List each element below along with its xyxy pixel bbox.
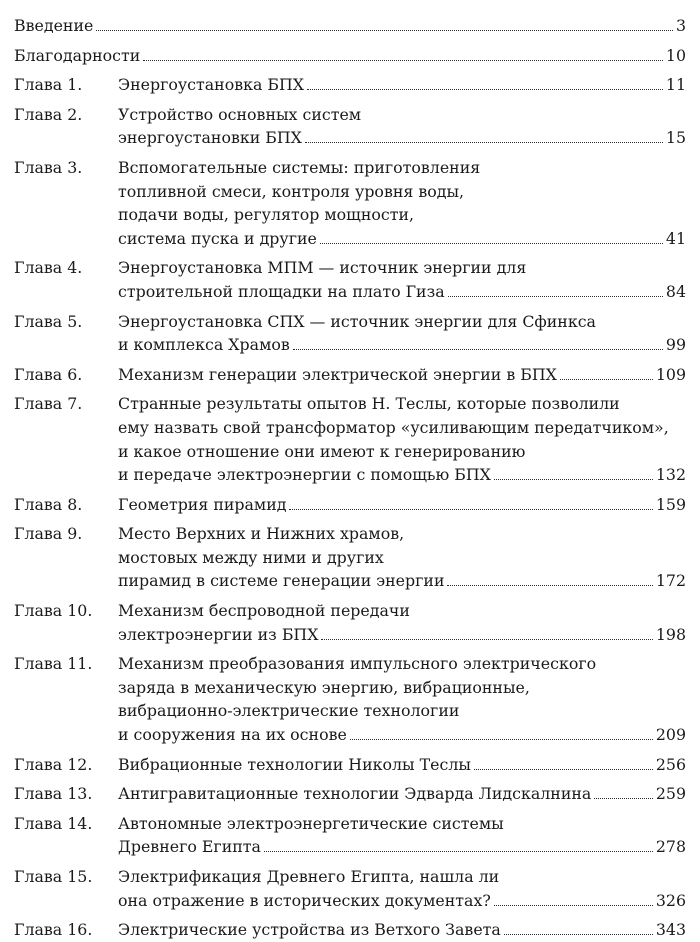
- entry-body: [118, 753, 686, 777]
- chapter-label: Глава 4.: [14, 258, 83, 278]
- entry-body: [118, 493, 686, 517]
- chapter-label: Глава 13.: [14, 784, 93, 804]
- chapter-label: Глава 1.: [14, 75, 83, 95]
- entry-title-line: Механизм преобразования импульсного электрического: [118, 654, 597, 674]
- leader-dots: [264, 851, 653, 852]
- chapter-label: Глава 7.: [14, 394, 83, 414]
- entry-body: [118, 103, 686, 150]
- entry-page: 10: [665, 45, 686, 65]
- entry-body: [118, 865, 686, 912]
- entry-title: Антигравитационные технологии Эдварда Лидскалнина: [118, 784, 592, 804]
- toc-entry-chapter-7[interactable]: [14, 392, 686, 486]
- entry-body: [14, 14, 686, 38]
- entry-page: 159: [655, 494, 686, 514]
- entry-body: [118, 363, 686, 387]
- entry-body: [118, 599, 686, 646]
- leader-dots: [143, 60, 663, 61]
- entry-title-line: Вспомогательные системы: приготовления: [118, 157, 481, 177]
- leader-dots: [448, 296, 663, 297]
- toc-entry-chapter-13[interactable]: [14, 782, 686, 806]
- entry-title-line: Странные результаты опытов Н. Теслы, которые позволили: [118, 394, 620, 414]
- entry-title-line: вибрационно-электрические технологии: [118, 701, 460, 721]
- entry-title: Вибрационные технологии Николы Теслы: [118, 754, 471, 774]
- toc-entry-chapter-4[interactable]: [14, 256, 686, 303]
- chapter-label: Глава 14.: [14, 813, 93, 833]
- entry-title: строительной площадки на плато Гиза: [118, 281, 445, 301]
- entry-title: энергоустановки БПХ: [118, 128, 302, 148]
- entry-body: [118, 812, 686, 859]
- leader-dots: [293, 349, 663, 350]
- entry-title: Геометрия пирамид: [118, 494, 287, 514]
- entry-title-line: топливной смеси, контроля уровня воды,: [118, 181, 465, 201]
- entry-title: она отражение в исторических документах?: [118, 890, 491, 910]
- entry-title: Благодарности: [14, 45, 141, 65]
- toc-entry-acknowledgements[interactable]: [14, 44, 686, 68]
- entry-body: [118, 392, 686, 486]
- toc-entry-chapter-3[interactable]: [14, 156, 686, 250]
- toc-entry-chapter-11[interactable]: [14, 652, 686, 746]
- toc-entry-chapter-1[interactable]: [14, 73, 686, 97]
- entry-title-line: подачи воды, регулятор мощности,: [118, 205, 414, 225]
- leader-dots: [494, 479, 653, 480]
- leader-dots: [350, 739, 653, 740]
- toc-entry-chapter-9[interactable]: [14, 522, 686, 593]
- entry-title-line: Энергоустановка МПМ — источник энергии для: [118, 258, 527, 278]
- entry-title-line: ему назвать свой трансформатор «усиливающим передатчиком»,: [118, 417, 669, 437]
- entry-body: [118, 256, 686, 303]
- leader-dots: [96, 30, 673, 31]
- toc-entry-chapter-15[interactable]: [14, 865, 686, 912]
- entry-title: Электрические устройства из Ветхого Завета: [118, 920, 501, 940]
- entry-title: электроэнергии из БПХ: [118, 624, 319, 644]
- entry-page: 172: [655, 571, 686, 591]
- leader-dots: [307, 89, 663, 90]
- entry-page: 259: [655, 784, 686, 804]
- entry-page: 15: [665, 128, 686, 148]
- chapter-label: Глава 8.: [14, 494, 83, 514]
- entry-title-line: и какое отношение они имеют к генерированию: [118, 441, 526, 461]
- entry-page: 198: [655, 624, 686, 644]
- toc-entry-introduction[interactable]: [14, 14, 686, 38]
- chapter-label: Глава 16.: [14, 920, 93, 940]
- entry-title-line: мостовых между ними и других: [118, 547, 384, 567]
- leader-dots: [560, 379, 653, 380]
- chapter-label: Глава 10.: [14, 601, 93, 621]
- leader-dots: [321, 639, 652, 640]
- entry-page: 109: [655, 364, 686, 384]
- entry-title: Энергоустановка БПХ: [118, 75, 305, 95]
- leader-dots: [594, 798, 653, 799]
- entry-body: [14, 44, 686, 68]
- entry-page: 256: [655, 754, 686, 774]
- entry-body: [118, 782, 686, 806]
- entry-body: [118, 156, 686, 250]
- entry-body: [118, 652, 686, 746]
- entry-page: 209: [655, 725, 686, 745]
- chapter-label: Глава 5.: [14, 311, 83, 331]
- entry-body: [118, 310, 686, 357]
- leader-dots: [320, 243, 663, 244]
- entry-page: 326: [655, 890, 686, 910]
- toc-entry-chapter-14[interactable]: [14, 812, 686, 859]
- entry-title-line: заряда в механическую энергию, вибрационные,: [118, 677, 530, 697]
- entry-title-line: Место Верхних и Нижних храмов,: [118, 524, 405, 544]
- leader-dots: [504, 934, 653, 935]
- entry-page: 41: [665, 228, 686, 248]
- entry-title: и комплекса Храмов: [118, 335, 290, 355]
- entry-page: 84: [665, 281, 686, 301]
- chapter-label: Глава 12.: [14, 754, 93, 774]
- chapter-label: Глава 6.: [14, 364, 83, 384]
- entry-page: 132: [655, 465, 686, 485]
- entry-title-line: Энергоустановка СПХ — источник энергии для Сфинкса: [118, 311, 596, 331]
- toc-entry-chapter-5[interactable]: [14, 310, 686, 357]
- chapter-label: Глава 2.: [14, 104, 83, 124]
- entry-title: Механизм генерации электрической энергии в БПХ: [118, 364, 557, 384]
- leader-dots: [289, 509, 652, 510]
- entry-body: [118, 73, 686, 97]
- entry-body: [118, 522, 686, 593]
- toc-entry-chapter-10[interactable]: [14, 599, 686, 646]
- chapter-label: Глава 9.: [14, 524, 83, 544]
- leader-dots: [305, 142, 663, 143]
- toc-entry-chapter-12[interactable]: [14, 753, 686, 777]
- entry-page: 11: [665, 75, 686, 95]
- entry-title: Древнего Египта: [118, 837, 261, 857]
- toc-entry-chapter-2[interactable]: [14, 103, 686, 150]
- toc-entry-chapter-6[interactable]: [14, 363, 686, 387]
- table-of-contents: [14, 14, 686, 942]
- leader-dots: [447, 585, 652, 586]
- entry-title: пирамид в системе генерации энергии: [118, 571, 445, 591]
- entry-page: 99: [665, 335, 686, 355]
- entry-title: система пуска и другие: [118, 228, 317, 248]
- entry-title-line: Электрификация Древнего Египта, нашла ли: [118, 867, 500, 886]
- toc-entry-chapter-8[interactable]: [14, 493, 686, 517]
- entry-title-line: Механизм беспроводной передачи: [118, 601, 410, 621]
- entry-page: 343: [655, 920, 686, 940]
- chapter-label: Глава 15.: [14, 867, 93, 886]
- entry-page: 3: [675, 16, 686, 35]
- entry-title-line: Автономные электроэнергетические системы: [118, 813, 504, 833]
- leader-dots: [494, 905, 653, 906]
- entry-title-line: Устройство основных систем: [118, 104, 362, 124]
- chapter-label: Глава 3.: [14, 157, 83, 177]
- chapter-label: Глава 11.: [14, 654, 93, 674]
- entry-title: Введение: [14, 16, 94, 35]
- entry-title: и передаче электроэнергии с помощью БПХ: [118, 465, 491, 485]
- leader-dots: [474, 769, 653, 770]
- entry-title: и сооружения на их основе: [118, 725, 347, 745]
- entry-page: 278: [655, 837, 686, 857]
